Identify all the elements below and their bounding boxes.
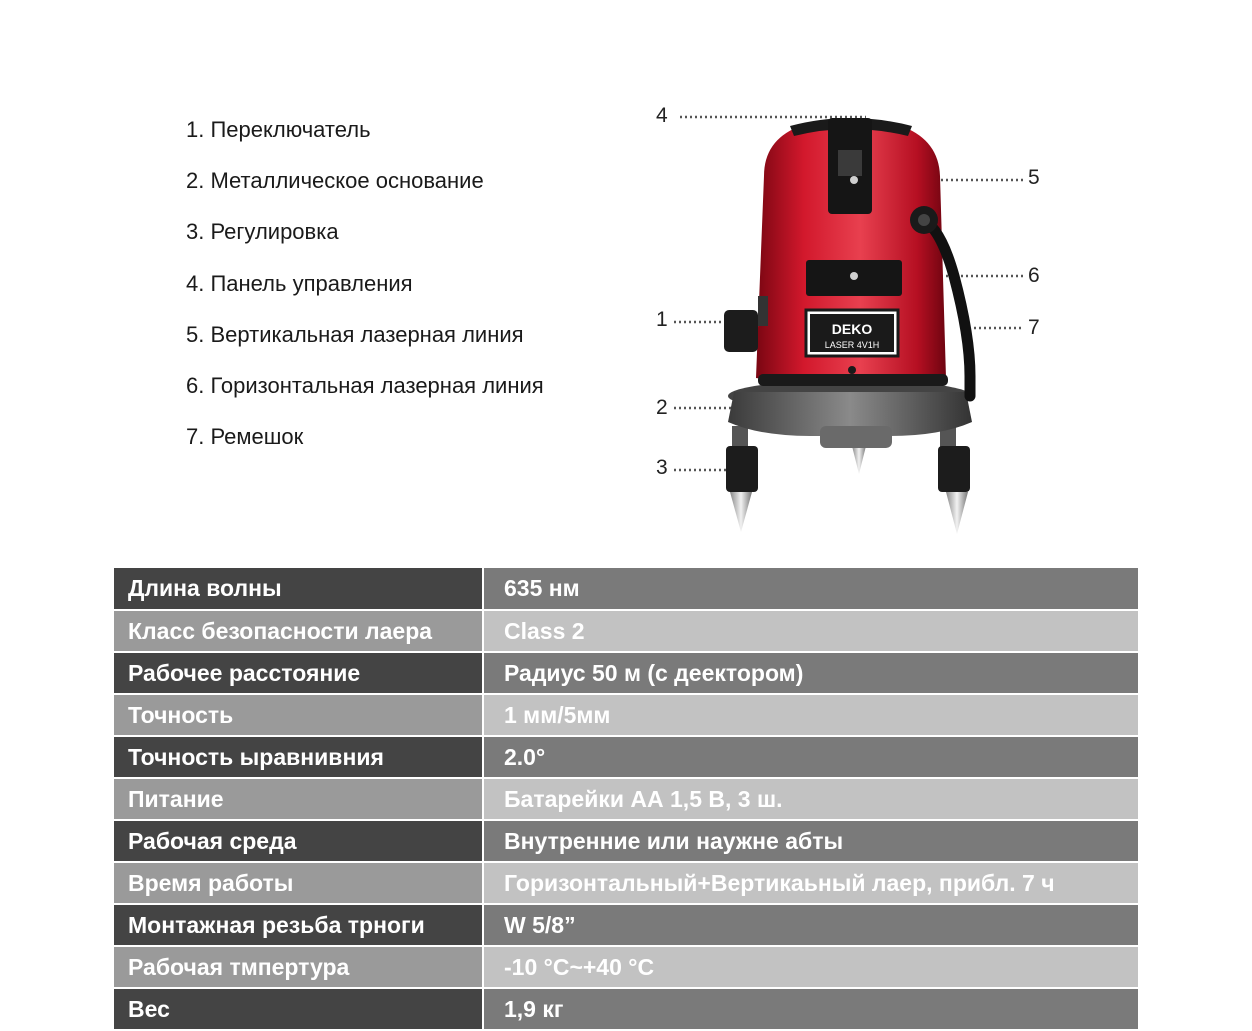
spec-value-safety-class: Class 2: [483, 610, 1138, 652]
spec-value-thread: W 5/8”: [483, 904, 1138, 946]
spec-value-environment: Внутренние или наужне абты: [483, 820, 1138, 862]
table-row: [114, 820, 1138, 862]
table-row: [114, 904, 1138, 946]
part-item-horizontal-line: 6. Горизонтальная лазерная линия: [186, 372, 544, 398]
spec-label-accuracy: Точность: [114, 694, 483, 736]
callout-7: 7: [1028, 316, 1040, 339]
table-row: [114, 610, 1138, 652]
table-row: [114, 568, 1138, 610]
callout-6: 6: [1028, 264, 1040, 287]
table-row: [114, 694, 1138, 736]
part-item-strap: 7. Ремешок: [186, 424, 304, 450]
power-switch: [724, 310, 758, 352]
laser-level-image: [640, 96, 1060, 546]
table-row: [114, 736, 1138, 778]
spec-value-weight: 1,9 кг: [483, 988, 1138, 1030]
spec-label-thread: Монтажная резьба трноги: [114, 904, 483, 946]
spec-label-working-range: Рабочее расстояние: [114, 652, 483, 694]
part-item-metal-base: 2. Металлическое основание: [186, 168, 484, 194]
spec-label-runtime: Время работы: [114, 862, 483, 904]
laser-level-illustration: [640, 96, 1060, 546]
part-item-switch: 1. Переключатель: [186, 117, 371, 142]
spec-value-leveling: 2.0°: [483, 736, 1138, 778]
spec-label-safety-class: Класс безопасности лаера: [114, 610, 483, 652]
spec-label-temperature: Рабочая тмпертура: [114, 946, 483, 988]
parts-list: [186, 112, 544, 470]
brand-logo: DEKO: [831, 321, 873, 337]
callout-4: 4: [656, 104, 668, 127]
part-item-vertical-line: 5. Вертикальная лазерная линия: [186, 321, 524, 347]
part-item-adjustment: 3. Регулировка: [186, 219, 339, 245]
spec-value-runtime: Горизонтальный+Вертикаьный лаер, прибл. 7 ч: [483, 862, 1138, 904]
spec-label-weight: Вес: [114, 988, 483, 1030]
model-label: LASER 4V1H: [824, 340, 880, 350]
spec-value-accuracy: 1 мм/5мм: [483, 694, 1138, 736]
specifications-table: [114, 568, 1138, 1031]
spec-value-temperature: -10 °C~+40 °C: [483, 946, 1138, 988]
table-row: [114, 862, 1138, 904]
spec-label-environment: Рабочая среда: [114, 820, 483, 862]
callout-2: 2: [656, 396, 668, 419]
callout-5: 5: [1028, 166, 1040, 189]
callout-1: 1: [656, 308, 668, 331]
table-row: [114, 652, 1138, 694]
spec-value-working-range: Радиус 50 м (с деектором): [483, 652, 1138, 694]
spec-label-power: Питание: [114, 778, 483, 820]
table-row: [114, 946, 1138, 988]
callout-3: 3: [656, 456, 668, 479]
spec-value-power: Батарейки АА 1,5 В, 3 ш.: [483, 778, 1138, 820]
spec-label-leveling: Точность ыравнивния: [114, 736, 483, 778]
table-row: [114, 778, 1138, 820]
spec-label-wavelength: Длина волны: [114, 568, 483, 610]
part-item-control-panel: 4. Панель управления: [186, 270, 413, 296]
spec-value-wavelength: 635 нм: [483, 568, 1138, 610]
